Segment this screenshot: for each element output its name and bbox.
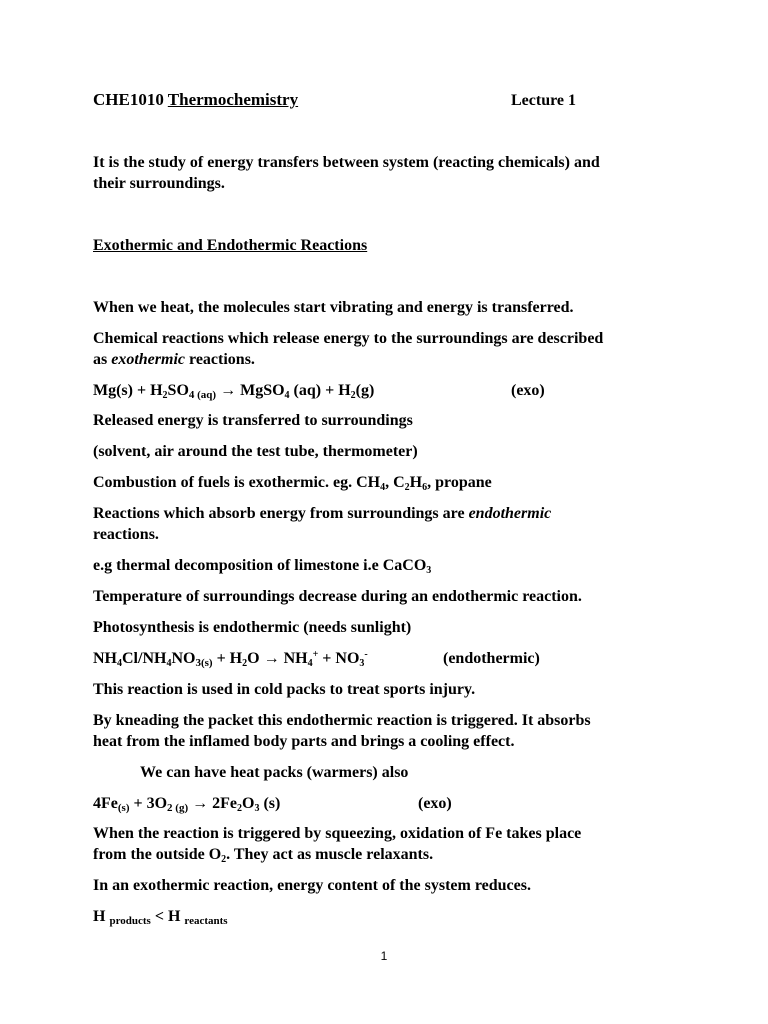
paragraph-heat-packs: We can have heat packs (warmers) also [140, 764, 409, 781]
text-run: H [409, 474, 423, 491]
lecture-label: Lecture 1 [511, 92, 577, 109]
formula-sub: 2 [221, 854, 227, 865]
paragraph-exothermic-def-1: Chemical reactions which release energy to the surroundings are described [93, 330, 604, 347]
eq-sup: + [312, 649, 319, 660]
section-heading: Exothermic and Endothermic Reactions [93, 237, 368, 254]
paragraph-heat-molecules: When we heat, the molecules start vibrating and energy is transferred. [93, 299, 574, 316]
equation-enthalpy-comparison [93, 906, 228, 927]
text-run: as [93, 351, 112, 368]
eq-sub: 4 [307, 658, 313, 669]
formula-sub: 2 [404, 482, 410, 493]
eq-run: → 2Fe [188, 795, 237, 812]
eq-sub: 4 [117, 658, 122, 669]
paragraph-kneading-2: heat from the inflamed body parts and brings a cooling effect. [93, 733, 515, 750]
eq-sub: products [109, 915, 151, 927]
eq-sub: 2 [242, 658, 248, 669]
text-run: e.g thermal decomposition of limestone i.e CaCO [93, 557, 427, 574]
equation-tag-exo-1: (exo) [511, 382, 545, 399]
eq-sub: 4 (aq) [188, 389, 217, 401]
eq-run: NH [93, 650, 117, 667]
eq-run: 4Fe [93, 795, 118, 812]
eq-sub: 3 [359, 658, 365, 669]
eq-sup: - [364, 649, 368, 660]
equation-tag-exo-2: (exo) [418, 795, 452, 812]
text-run: . They act as muscle relaxants. [226, 846, 434, 863]
eq-run: (s) [259, 795, 281, 812]
eq-sub: 2 [237, 803, 242, 814]
eq-run: Cl/NH [122, 650, 167, 667]
paragraph-photosynthesis: Photosynthesis is endothermic (needs sunlight) [93, 619, 412, 636]
paragraph-endothermic-def-1 [93, 503, 551, 524]
paragraph-exothermic-def-2 [93, 349, 255, 370]
eq-run: (aq) + H [289, 382, 351, 399]
eq-run: Mg(s) + H [93, 382, 163, 399]
text-run: from the outside O [93, 846, 222, 863]
equation-mg-h2so4 [93, 380, 374, 401]
term-exothermic: exothermic [111, 351, 185, 368]
text-run: reactions. [185, 351, 255, 368]
paragraph-limestone [93, 555, 431, 576]
text-run: , C [385, 474, 405, 491]
eq-run: → MgSO [216, 382, 285, 399]
text-run: , propane [427, 474, 492, 491]
eq-sub: 4 [284, 390, 290, 401]
paragraph-surroundings-list: (solvent, air around the test tube, thermometer) [93, 443, 418, 460]
eq-sub: 3(s) [195, 657, 213, 669]
intro-line-1: It is the study of energy transfers between system (reacting chemicals) and [93, 154, 600, 171]
eq-run: O [242, 795, 255, 812]
eq-run: < H [150, 908, 185, 925]
eq-sub: 4 [166, 658, 172, 669]
equation-nh4cl-nh4no3 [93, 648, 368, 669]
equation-tag-endothermic: (endothermic) [443, 650, 540, 667]
eq-run: + H [212, 650, 243, 667]
eq-sub: 3 [254, 803, 260, 814]
formula-sub: 3 [426, 565, 432, 576]
text-run: Reactions which absorb energy from surroundings are [93, 505, 469, 522]
intro-line-2: their surroundings. [93, 175, 225, 192]
eq-run: SO [167, 382, 189, 399]
eq-sub: 2 [162, 390, 168, 401]
paragraph-cold-packs: This reaction is used in cold packs to treat sports injury. [93, 681, 476, 698]
eq-sub: 2 [350, 390, 356, 401]
text-run: Combustion of fuels is exothermic. eg. CH [93, 474, 381, 491]
eq-run: H [93, 908, 110, 925]
document-title: Thermochemistry [167, 90, 299, 109]
formula-sub: 4 [380, 482, 386, 493]
paragraph-squeezing-1: When the reaction is triggered by squeezing, oxidation of Fe takes place [93, 825, 582, 842]
paragraph-squeezing-2 [93, 844, 433, 865]
paragraph-temperature-decrease: Temperature of surroundings decrease during an endothermic reaction. [93, 588, 582, 605]
page-header [93, 89, 298, 110]
course-code: CHE1010 [93, 90, 164, 109]
term-endothermic: endothermic [468, 505, 552, 522]
eq-run: (g) [355, 382, 375, 399]
formula-sub: 6 [422, 482, 428, 493]
eq-run: O → NH [247, 650, 308, 667]
eq-run: NO [171, 650, 196, 667]
paragraph-released-energy: Released energy is transferred to surroundings [93, 412, 413, 429]
paragraph-kneading-1: By kneading the packet this endothermic reaction is triggered. It absorbs [93, 712, 591, 729]
equation-iron-oxidation [93, 793, 280, 814]
eq-sub: reactants [184, 915, 228, 927]
eq-run: + NO [318, 650, 360, 667]
paragraph-energy-content: In an exothermic reaction, energy content of the system reduces. [93, 877, 531, 894]
paragraph-combustion [93, 472, 492, 493]
page-number: 1 [380, 949, 388, 963]
eq-sub: 2 (g) [167, 802, 189, 814]
paragraph-endothermic-def-2: reactions. [93, 526, 159, 543]
eq-sub: (s) [117, 802, 130, 814]
eq-run: + 3O [129, 795, 168, 812]
